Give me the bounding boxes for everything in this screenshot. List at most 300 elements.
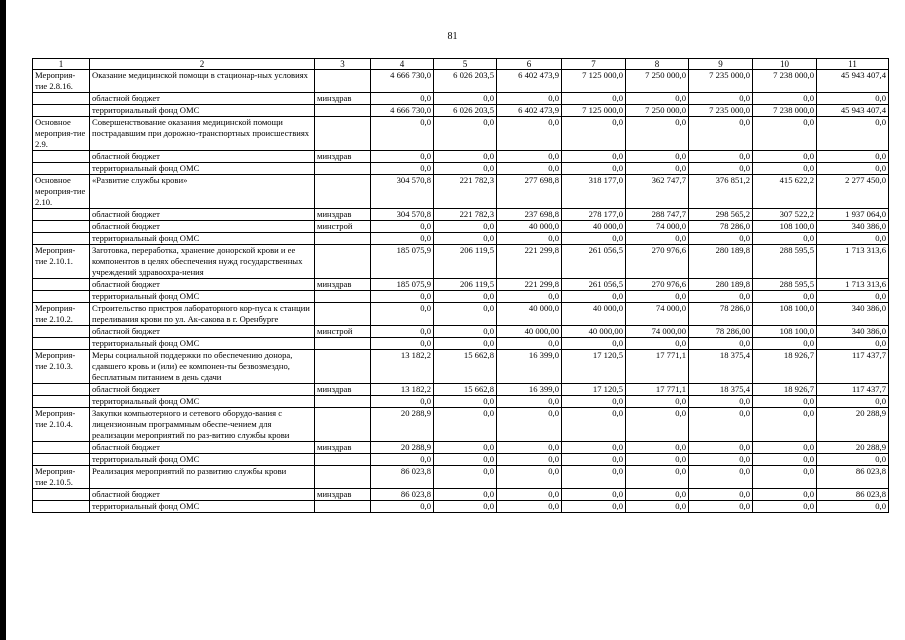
amount-cell: 0,0 [371,233,434,245]
measure-code-cell: Основное мероприя-тие 2.10. [33,175,90,209]
amount-cell: 74 000,0 [626,303,689,326]
amount-cell: 0,0 [562,93,626,105]
amount-cell: 4 666 730,0 [371,70,434,93]
description-cell: областной бюджет [90,442,315,454]
amount-cell: 0,0 [434,117,497,151]
description-cell: территориальный фонд ОМС [90,105,315,117]
description-cell: Меры социальной поддержки по обеспечению донора, сдавшего кровь и (или) ее компонен-ты безвозмездно, бесплатным питанием в день сдачи [90,350,315,384]
amount-cell: 318 177,0 [562,175,626,209]
executor-cell [315,338,371,350]
funding-row [33,338,889,350]
amount-cell: 0,0 [562,454,626,466]
header-cell: 5 [434,59,497,70]
amount-cell: 237 698,8 [497,209,562,221]
amount-cell: 15 662,8 [434,350,497,384]
amount-cell: 0,0 [434,489,497,501]
amount-cell: 0,0 [689,233,753,245]
amount-cell: 0,0 [817,501,889,513]
amount-cell: 0,0 [753,93,817,105]
amount-cell: 0,0 [371,501,434,513]
amount-cell: 7 125 000,0 [562,70,626,93]
amount-cell: 40 000,00 [497,326,562,338]
funding-row [33,454,889,466]
amount-cell: 0,0 [371,163,434,175]
amount-cell: 86 023,8 [817,489,889,501]
amount-cell: 0,0 [371,117,434,151]
amount-cell: 0,0 [753,442,817,454]
amount-cell: 0,0 [689,151,753,163]
funding-row [33,384,889,396]
amount-cell: 288 747,7 [626,209,689,221]
amount-cell: 0,0 [434,454,497,466]
measure-code-cell [33,291,90,303]
amount-cell: 270 976,6 [626,279,689,291]
amount-cell: 221 782,3 [434,175,497,209]
funding-row [33,326,889,338]
amount-cell: 0,0 [817,233,889,245]
amount-cell: 0,0 [626,233,689,245]
amount-cell: 0,0 [562,291,626,303]
amount-cell: 0,0 [817,396,889,408]
amount-cell: 0,0 [626,163,689,175]
funding-row [33,221,889,233]
amount-cell: 0,0 [689,396,753,408]
funding-row [33,279,889,291]
measure-code-cell [33,454,90,466]
amount-cell: 78 286,00 [689,326,753,338]
amount-cell: 307 522,2 [753,209,817,221]
amount-cell: 0,0 [753,291,817,303]
amount-cell: 0,0 [434,163,497,175]
amount-cell: 0,0 [626,396,689,408]
amount-cell: 7 250 000,0 [626,70,689,93]
header-cell: 6 [497,59,562,70]
amount-cell: 0,0 [497,501,562,513]
amount-cell: 0,0 [817,291,889,303]
amount-cell: 185 075,9 [371,279,434,291]
amount-cell: 0,0 [689,117,753,151]
header-cell: 10 [753,59,817,70]
amount-cell: 261 056,5 [562,245,626,279]
description-cell: «Развитие службы крови» [90,175,315,209]
amount-cell: 0,0 [434,233,497,245]
funding-row [33,93,889,105]
amount-cell: 40 000,0 [497,303,562,326]
amount-cell: 0,0 [626,489,689,501]
amount-cell: 0,0 [371,326,434,338]
description-cell: областной бюджет [90,279,315,291]
amount-cell: 0,0 [434,442,497,454]
header-cell: 2 [90,59,315,70]
amount-cell: 0,0 [626,117,689,151]
amount-cell: 4 666 730,0 [371,105,434,117]
amount-cell: 0,0 [497,163,562,175]
funding-row [33,501,889,513]
funding-row [33,163,889,175]
amount-cell: 0,0 [562,163,626,175]
amount-cell: 7 235 000,0 [689,70,753,93]
amount-cell: 0,0 [753,233,817,245]
description-cell: областной бюджет [90,326,315,338]
description-cell: территориальный фонд ОМС [90,338,315,350]
executor-cell: минстрой [315,221,371,233]
executor-cell [315,105,371,117]
amount-cell: 0,0 [371,221,434,233]
amount-cell: 16 399,0 [497,384,562,396]
amount-cell: 20 288,9 [817,408,889,442]
amount-cell: 376 851,2 [689,175,753,209]
amount-cell: 0,0 [371,338,434,350]
amount-cell: 185 075,9 [371,245,434,279]
amount-cell: 40 000,0 [562,221,626,233]
amount-cell: 74 000,0 [626,221,689,233]
executor-cell [315,396,371,408]
measure-code-cell [33,163,90,175]
amount-cell: 278 177,0 [562,209,626,221]
amount-cell: 0,0 [626,291,689,303]
amount-cell: 1 713 313,6 [817,279,889,291]
description-cell: областной бюджет [90,221,315,233]
amount-cell: 6 402 473,9 [497,105,562,117]
amount-cell: 0,0 [626,442,689,454]
measure-row [33,466,889,489]
executor-cell: минздрав [315,93,371,105]
header-cell: 8 [626,59,689,70]
description-cell: территориальный фонд ОМС [90,454,315,466]
amount-cell: 0,0 [689,454,753,466]
amount-cell: 20 288,9 [371,442,434,454]
funding-row [33,151,889,163]
amount-cell: 74 000,00 [626,326,689,338]
amount-cell: 13 182,2 [371,384,434,396]
amount-cell: 78 286,0 [689,221,753,233]
amount-cell: 0,0 [817,117,889,151]
amount-cell: 288 595,5 [753,245,817,279]
amount-cell: 0,0 [497,408,562,442]
amount-cell: 0,0 [753,489,817,501]
amount-cell: 206 119,5 [434,245,497,279]
executor-cell [315,175,371,209]
funding-row [33,233,889,245]
amount-cell: 0,0 [817,454,889,466]
amount-cell: 0,0 [371,151,434,163]
amount-cell: 0,0 [562,489,626,501]
header-row [33,59,889,70]
amount-cell: 0,0 [434,501,497,513]
measure-code-cell [33,396,90,408]
amount-cell: 0,0 [497,454,562,466]
amount-cell: 6 026 203,5 [434,70,497,93]
description-cell: территориальный фонд ОМС [90,163,315,175]
description-cell: Совершенствование оказания медицинской помощи пострадавшим при дорожно-транспортных происшествиях [90,117,315,151]
description-cell: областной бюджет [90,384,315,396]
amount-cell: 86 023,8 [817,466,889,489]
budget-table [32,58,889,513]
measure-code-cell [33,233,90,245]
amount-cell: 0,0 [753,466,817,489]
description-cell: Оказание медицинской помощи в стационар-ных условиях [90,70,315,93]
amount-cell: 0,0 [689,489,753,501]
measure-code-cell [33,209,90,221]
executor-cell [315,408,371,442]
measure-code-cell [33,338,90,350]
measure-code-cell: Мероприя-тие 2.10.4. [33,408,90,442]
amount-cell: 0,0 [434,291,497,303]
amount-cell: 1 713 313,6 [817,245,889,279]
executor-cell [315,291,371,303]
measure-code-cell [33,326,90,338]
amount-cell: 7 125 000,0 [562,105,626,117]
executor-cell: минстрой [315,326,371,338]
amount-cell: 277 698,8 [497,175,562,209]
amount-cell: 2 277 450,0 [817,175,889,209]
amount-cell: 0,0 [753,117,817,151]
amount-cell: 0,0 [434,466,497,489]
amount-cell: 304 570,8 [371,209,434,221]
header-cell: 1 [33,59,90,70]
executor-cell: минздрав [315,442,371,454]
amount-cell: 0,0 [689,408,753,442]
amount-cell: 78 286,0 [689,303,753,326]
amount-cell: 0,0 [626,466,689,489]
executor-cell [315,245,371,279]
executor-cell: минздрав [315,151,371,163]
amount-cell: 20 288,9 [817,442,889,454]
amount-cell: 0,0 [371,454,434,466]
amount-cell: 18 375,4 [689,350,753,384]
measure-row [33,70,889,93]
amount-cell: 0,0 [434,221,497,233]
amount-cell: 108 100,0 [753,221,817,233]
amount-cell: 0,0 [689,93,753,105]
amount-cell: 17 120,5 [562,350,626,384]
amount-cell: 298 565,2 [689,209,753,221]
amount-cell: 0,0 [753,454,817,466]
amount-cell: 0,0 [689,291,753,303]
amount-cell: 0,0 [626,93,689,105]
measure-code-cell [33,279,90,291]
amount-cell: 7 250 000,0 [626,105,689,117]
description-cell: областной бюджет [90,489,315,501]
amount-cell: 0,0 [562,408,626,442]
amount-cell: 206 119,5 [434,279,497,291]
amount-cell: 0,0 [689,501,753,513]
amount-cell: 108 100,0 [753,326,817,338]
amount-cell: 0,0 [626,501,689,513]
amount-cell: 0,0 [689,163,753,175]
amount-cell: 45 943 407,4 [817,105,889,117]
executor-cell [315,350,371,384]
executor-cell [315,303,371,326]
measure-row [33,303,889,326]
measure-code-cell [33,151,90,163]
executor-cell: минздрав [315,489,371,501]
measure-code-cell: Мероприя-тие 2.10.1. [33,245,90,279]
amount-cell: 0,0 [497,338,562,350]
amount-cell: 340 386,0 [817,303,889,326]
funding-row [33,489,889,501]
amount-cell: 0,0 [434,151,497,163]
amount-cell: 0,0 [434,303,497,326]
amount-cell: 86 023,8 [371,466,434,489]
amount-cell: 340 386,0 [817,221,889,233]
executor-cell: минздрав [315,384,371,396]
amount-cell: 0,0 [817,93,889,105]
description-cell: Строительство пристроя лабораторного кор-пуса к станции переливания крови по ул. Ак-сакова в г. Оренбурге [90,303,315,326]
amount-cell: 0,0 [753,151,817,163]
amount-cell: 0,0 [562,466,626,489]
amount-cell: 15 662,8 [434,384,497,396]
measure-code-cell [33,384,90,396]
executor-cell [315,163,371,175]
page-number: 81 [447,31,458,42]
amount-cell: 280 189,8 [689,279,753,291]
amount-cell: 40 000,0 [497,221,562,233]
executor-cell: минздрав [315,209,371,221]
amount-cell: 0,0 [626,408,689,442]
amount-cell: 17 771,1 [626,350,689,384]
amount-cell: 1 937 064,0 [817,209,889,221]
amount-cell: 0,0 [497,466,562,489]
amount-cell: 0,0 [497,396,562,408]
measure-code-cell [33,489,90,501]
executor-cell [315,117,371,151]
amount-cell: 6 026 203,5 [434,105,497,117]
amount-cell: 0,0 [626,338,689,350]
amount-cell: 0,0 [753,501,817,513]
amount-cell: 0,0 [434,408,497,442]
amount-cell: 7 238 000,0 [753,105,817,117]
amount-cell: 18 375,4 [689,384,753,396]
measure-code-cell [33,105,90,117]
measure-code-cell [33,221,90,233]
measure-row [33,117,889,151]
amount-cell: 0,0 [626,151,689,163]
amount-cell: 0,0 [371,396,434,408]
description-cell: территориальный фонд ОМС [90,501,315,513]
description-cell: областной бюджет [90,209,315,221]
funding-row [33,442,889,454]
executor-cell [315,466,371,489]
amount-cell: 16 399,0 [497,350,562,384]
amount-cell: 0,0 [562,338,626,350]
amount-cell: 362 747,7 [626,175,689,209]
amount-cell: 13 182,2 [371,350,434,384]
amount-cell: 18 926,7 [753,350,817,384]
amount-cell: 0,0 [817,163,889,175]
amount-cell: 340 386,0 [817,326,889,338]
amount-cell: 0,0 [497,233,562,245]
header-cell: 11 [817,59,889,70]
executor-cell: минздрав [315,279,371,291]
description-cell: областной бюджет [90,93,315,105]
measure-row [33,175,889,209]
measure-code-cell: Мероприя-тие 2.8.16. [33,70,90,93]
measure-code-cell: Основное мероприя-тие 2.9. [33,117,90,151]
amount-cell: 0,0 [753,408,817,442]
table-body [33,59,889,513]
amount-cell: 40 000,0 [562,303,626,326]
amount-cell: 0,0 [371,291,434,303]
amount-cell: 221 299,8 [497,245,562,279]
measure-row [33,245,889,279]
amount-cell: 0,0 [497,442,562,454]
amount-cell: 270 976,6 [626,245,689,279]
amount-cell: 0,0 [626,454,689,466]
header-cell: 4 [371,59,434,70]
amount-cell: 221 299,8 [497,279,562,291]
amount-cell: 7 235 000,0 [689,105,753,117]
amount-cell: 0,0 [371,93,434,105]
amount-cell: 0,0 [434,396,497,408]
amount-cell: 40 000,00 [562,326,626,338]
measure-row [33,350,889,384]
amount-cell: 0,0 [817,151,889,163]
amount-cell: 0,0 [497,489,562,501]
executor-cell [315,233,371,245]
header-cell: 7 [562,59,626,70]
measure-code-cell [33,442,90,454]
amount-cell: 0,0 [562,151,626,163]
measure-code-cell: Мероприя-тие 2.10.3. [33,350,90,384]
amount-cell: 0,0 [497,291,562,303]
amount-cell: 0,0 [497,117,562,151]
amount-cell: 0,0 [753,163,817,175]
amount-cell: 0,0 [434,338,497,350]
amount-cell: 288 595,5 [753,279,817,291]
amount-cell: 0,0 [497,93,562,105]
amount-cell: 0,0 [689,466,753,489]
header-cell: 9 [689,59,753,70]
description-cell: территориальный фонд ОМС [90,396,315,408]
amount-cell: 0,0 [434,93,497,105]
description-cell: областной бюджет [90,151,315,163]
amount-cell: 280 189,8 [689,245,753,279]
amount-cell: 45 943 407,4 [817,70,889,93]
amount-cell: 117 437,7 [817,350,889,384]
amount-cell: 261 056,5 [562,279,626,291]
funding-row [33,291,889,303]
amount-cell: 0,0 [689,442,753,454]
amount-cell: 0,0 [562,233,626,245]
amount-cell: 0,0 [562,117,626,151]
description-cell: Закупки компьютерного и сетевого оборудо-вания с лицензионным программным обеспе-чением для реализации мероприятий по раз-витию службы крови [90,408,315,442]
amount-cell: 0,0 [371,303,434,326]
amount-cell: 117 437,7 [817,384,889,396]
amount-cell: 108 100,0 [753,303,817,326]
measure-row [33,408,889,442]
description-cell: территориальный фонд ОМС [90,291,315,303]
funding-row [33,209,889,221]
amount-cell: 0,0 [562,501,626,513]
executor-cell [315,454,371,466]
amount-cell: 0,0 [753,338,817,350]
amount-cell: 18 926,7 [753,384,817,396]
amount-cell: 0,0 [753,396,817,408]
amount-cell: 86 023,8 [371,489,434,501]
executor-cell [315,501,371,513]
funding-row [33,396,889,408]
amount-cell: 17 120,5 [562,384,626,396]
amount-cell: 0,0 [434,326,497,338]
amount-cell: 6 402 473,9 [497,70,562,93]
description-cell: Заготовка, переработка, хранение донорской крови и ее компонентов в целях обеспечения нужд государственных учреждений здравоохра-нения [90,245,315,279]
measure-code-cell: Мероприя-тие 2.10.5. [33,466,90,489]
amount-cell: 0,0 [817,338,889,350]
measure-code-cell [33,93,90,105]
funding-row [33,105,889,117]
amount-cell: 0,0 [562,442,626,454]
